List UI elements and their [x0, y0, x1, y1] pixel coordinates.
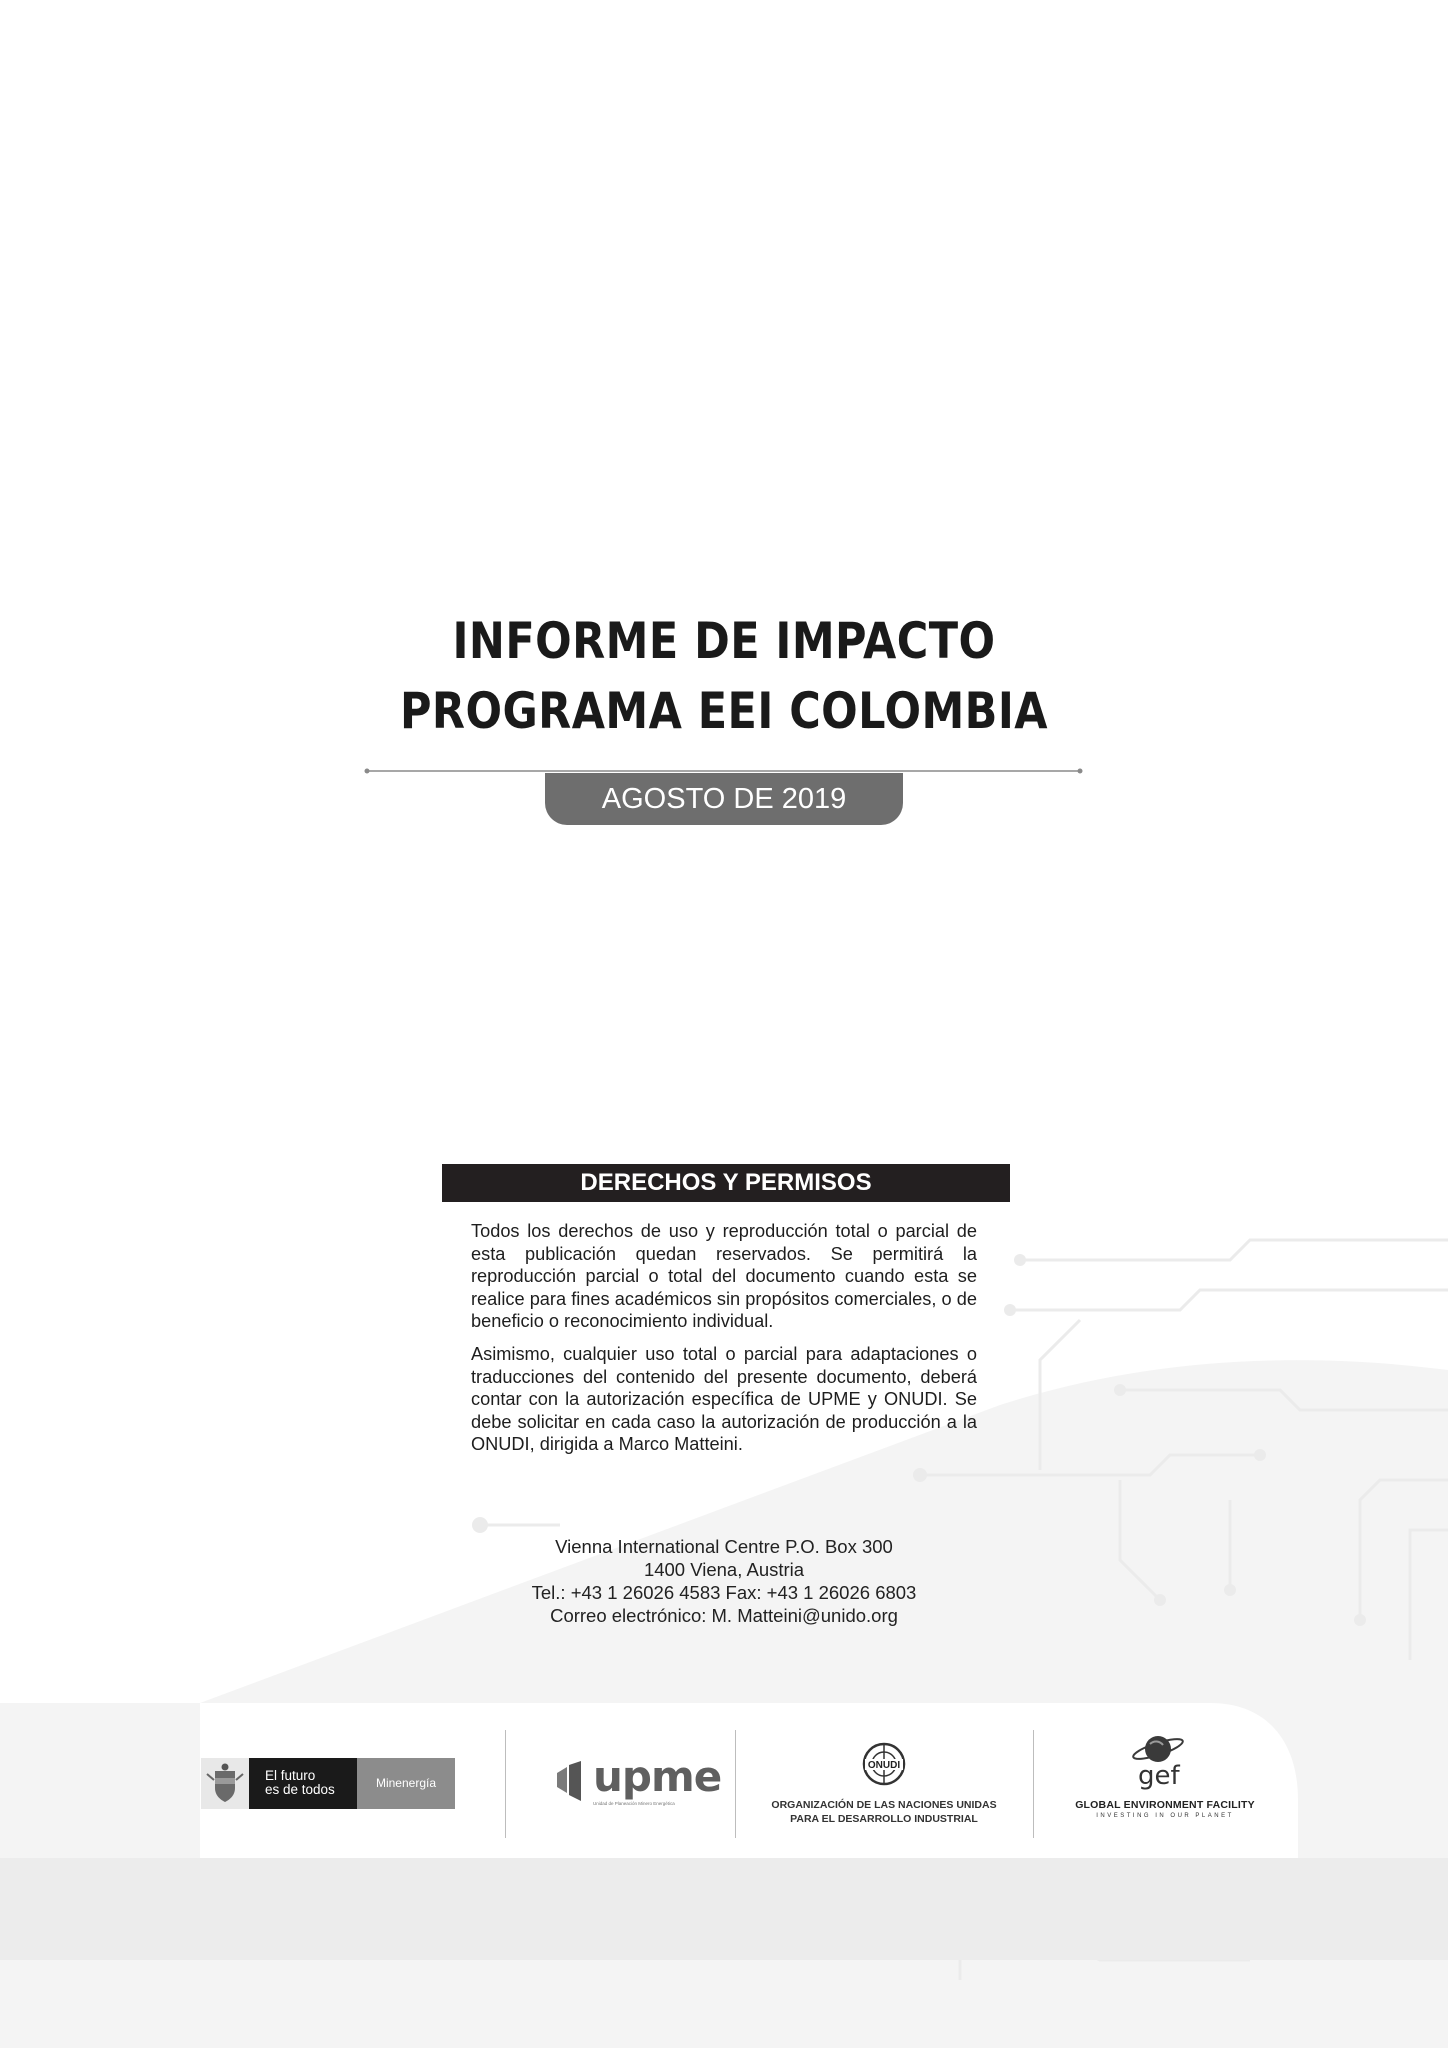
rights-paragraph: Todos los derechos de uso y reproducción total o parcial de esta publicación quedan reservados. Se permitirá la reproducción parcial o total del documento cuando esta se realice para fines académicos sin propósitos comerciales, o de beneficio o reconocimiento individual. — [471, 1221, 977, 1332]
contact-block — [0, 1535, 1448, 1627]
onudi-caption: ORGANIZACIÓN DE LAS NACIONES UNIDAS PARA EL DESARROLLO INDUSTRIAL — [771, 1799, 997, 1825]
contact-email: Correo electrónico: M. Matteini@unido.org — [550, 1605, 898, 1626]
logo-divider — [505, 1730, 506, 1838]
rights-paragraph: Asimismo, cualquier uso total o parcial para adaptaciones o traducciones del contenido del presente documento, deberá contar con la autorización específica de UPME y ONUDI. Se debe solicitar en cada caso la autorización de producción a la ONUDI, dirigida a Marco Matteini. — [471, 1343, 977, 1455]
minenergia-ministry: Minenergía — [357, 1758, 455, 1809]
minenergia-logo — [201, 1758, 455, 1809]
logo-divider — [735, 1730, 736, 1838]
upme-logo — [555, 1752, 722, 1810]
gef-wordmark: gef — [1138, 1761, 1180, 1791]
gef-tagline: INVESTING IN OUR PLANET — [1096, 1813, 1234, 1819]
report-title-line2: PROGRAMA EEI COLOMBIA — [399, 682, 1049, 740]
rights-body — [471, 1220, 977, 1466]
upme-wordmark: upme — [593, 1752, 722, 1801]
contact-city: 1400 Viena, Austria — [643, 1559, 805, 1580]
upme-subtitle: Unidad de Planeación Minero Energética — [593, 1801, 675, 1806]
upme-mark-icon — [555, 1761, 589, 1801]
contact-phone: Tel.: +43 1 26026 4583 Fax: +43 1 26026 6803 — [531, 1582, 917, 1603]
rights-heading: DERECHOS Y PERMISOS — [442, 1164, 1010, 1202]
report-date: AGOSTO DE 2019 — [545, 773, 903, 825]
logo-divider — [1033, 1730, 1034, 1838]
contact-address: Vienna International Centre P.O. Box 300 — [555, 1536, 893, 1557]
minenergia-slogan: El futuro es de todos — [249, 1758, 357, 1809]
svg-text:ONUDI: ONUDI — [867, 1760, 901, 1771]
gef-caption: GLOBAL ENVIRONMENT FACILITY — [1075, 1799, 1255, 1811]
report-title-line1: INFORME DE IMPACTO — [452, 612, 996, 670]
un-emblem-icon — [856, 1740, 912, 1790]
colombia-shield-icon — [201, 1758, 249, 1809]
